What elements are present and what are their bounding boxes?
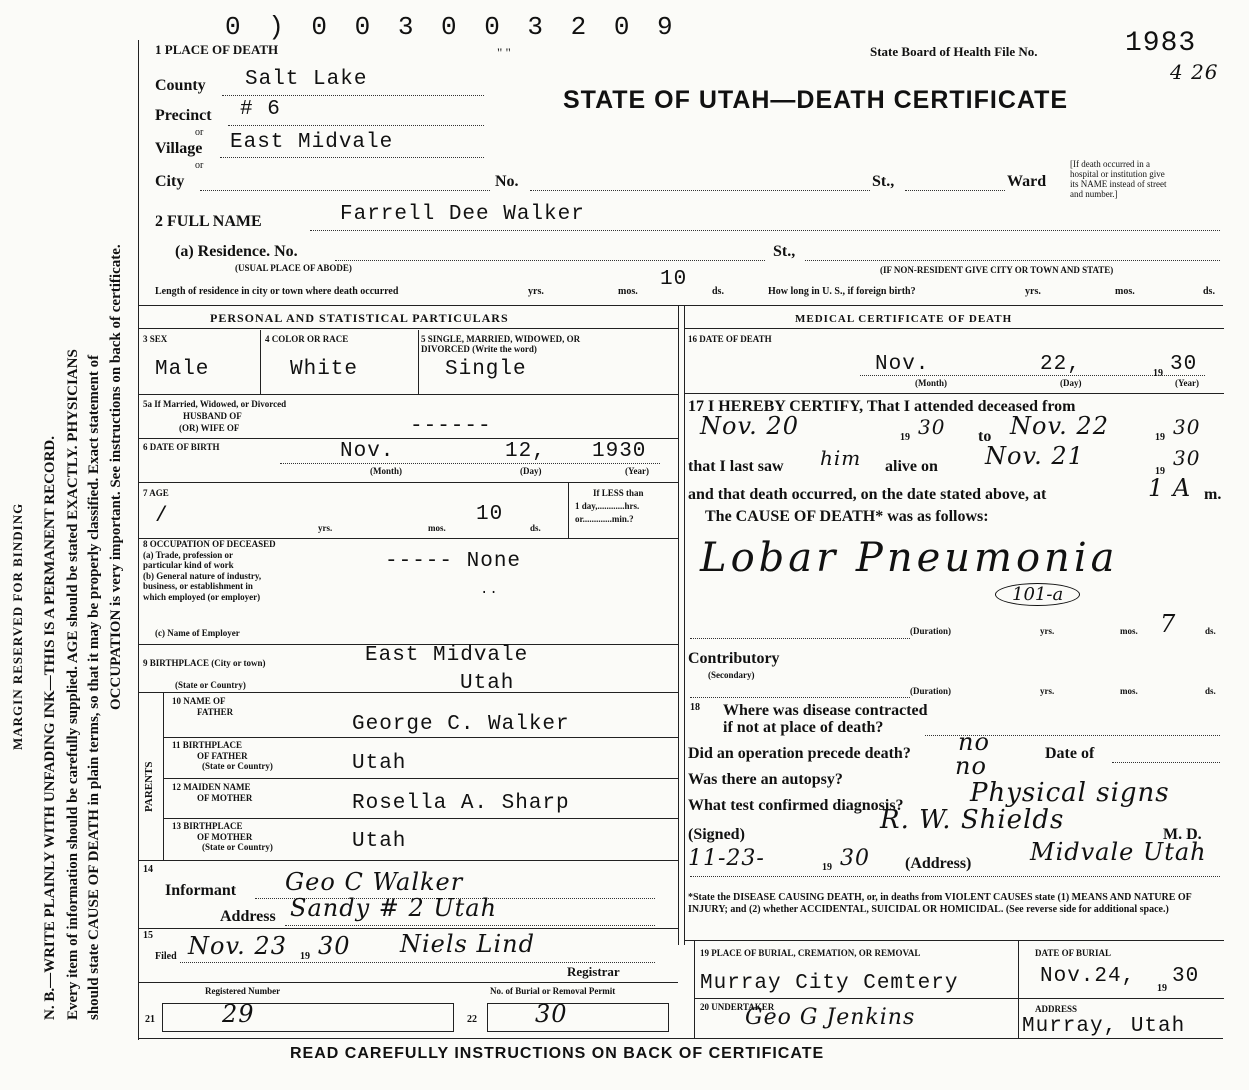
duration-days-value: 7 xyxy=(1160,610,1177,638)
dob-day: 12, xyxy=(505,440,546,463)
rule xyxy=(684,328,1224,329)
rule xyxy=(138,482,678,483)
color-value: White xyxy=(290,358,359,381)
birthplace-state-value: Utah xyxy=(460,672,515,695)
burial-place-label: 19 PLACE OF BURIAL, CREMATION, OR REMOVAL xyxy=(700,948,921,958)
footer-instructions: READ CAREFULLY INSTRUCTIONS ON BACK OF CERTIFICATE xyxy=(290,1045,825,1062)
marital-value: Single xyxy=(445,358,527,381)
disease-contracted-label: Where was disease contracted xyxy=(723,702,928,719)
occupation-b-value: .. xyxy=(480,582,499,598)
precinct-value: # 6 xyxy=(240,98,281,121)
burial-number-box xyxy=(487,1003,669,1032)
rule xyxy=(138,928,678,929)
form-left-border xyxy=(138,40,139,1040)
test-confirmed-label: What test confirmed diagnosis? xyxy=(688,797,904,814)
date-of-death-label: 16 DATE OF DEATH xyxy=(688,334,772,344)
nonresident-label: (IF NON-RESIDENT GIVE CITY OR TOWN AND STATE) xyxy=(880,265,1114,275)
dob-day-label: (Day) xyxy=(520,466,542,476)
date-of-death-year: 30 xyxy=(1170,353,1198,376)
date-of-death-day: 22, xyxy=(1040,353,1081,376)
burial-date-value: Nov.24, xyxy=(1040,965,1136,988)
registered-number-box xyxy=(162,1003,454,1032)
residence-st-label: St., xyxy=(773,243,796,260)
age-days-value: 10 xyxy=(476,503,504,526)
rule xyxy=(138,328,678,329)
undertaker-address-value: Murray, Utah xyxy=(1022,1015,1186,1038)
filed-date: Nov. 23 xyxy=(188,932,287,960)
rule xyxy=(690,638,910,639)
rule xyxy=(860,375,1205,376)
county-value: Salt Lake xyxy=(245,68,368,91)
burial-number-value: 30 xyxy=(535,1000,568,1028)
mother-birthplace-label: 13 BIRTHPLACE OF MOTHER (State or Country) xyxy=(172,821,273,852)
operation-label: Did an operation precede death? xyxy=(688,745,911,762)
employer-label: (c) Name of Employer xyxy=(155,628,240,638)
margin-reserved-text: MARGIN RESERVED FOR BINDING xyxy=(10,502,25,750)
rule xyxy=(163,692,164,860)
rule xyxy=(138,394,678,395)
serial-number: 0 ) 0 0 3 0 0 3 2 0 9 xyxy=(225,12,679,42)
rule xyxy=(690,697,910,698)
street-no-label: No. xyxy=(495,173,519,190)
test-confirmed-value: Physical signs xyxy=(970,778,1170,808)
length-ds-label: ds. xyxy=(712,286,724,297)
serial-mark: " " xyxy=(497,45,511,60)
marital-label: 5 SINGLE, MARRIED, WIDOWED, OR DIVORCED (Write the word) xyxy=(421,334,581,354)
contrib-duration-label: (Duration) xyxy=(910,686,951,696)
rule xyxy=(260,330,261,394)
rule xyxy=(138,982,678,983)
last-saw-date: Nov. 21 xyxy=(985,442,1084,470)
parents-label: PARENTS xyxy=(143,761,155,812)
rule xyxy=(684,940,1224,941)
signed-value: R. W. Shields xyxy=(880,805,1065,835)
or-label-2: or xyxy=(195,160,204,171)
burial-year-prefix: 19 xyxy=(1157,983,1167,994)
signed-year: 30 xyxy=(840,846,870,871)
dod-day-label: (Day) xyxy=(1060,378,1082,388)
duration-ds-label: ds. xyxy=(1205,626,1216,636)
operation-date-label: Date of xyxy=(1045,745,1095,762)
rule xyxy=(138,438,678,439)
to-label: to xyxy=(978,428,992,445)
rule xyxy=(180,962,655,963)
ward-label: Ward xyxy=(1007,173,1047,190)
or-label-1: or xyxy=(195,127,204,138)
st-line xyxy=(905,190,1005,191)
attended-to-year: 30 xyxy=(1173,415,1201,439)
cause-code: 101-a xyxy=(995,583,1080,606)
undertaker-label: 20 UNDERTAKER xyxy=(700,1002,775,1012)
residence-label: (a) Residence. No. xyxy=(175,243,298,260)
signed-address-value: Midvale Utah xyxy=(1030,838,1207,866)
village-line xyxy=(220,157,484,158)
age-ds-label: ds. xyxy=(530,523,541,533)
form-bottom-border xyxy=(138,1038,1223,1039)
father-birthplace-label: 11 BIRTHPLACE OF FATHER (State or Country) xyxy=(172,740,273,771)
village-label: Village xyxy=(155,140,203,157)
father-name-label: 10 NAME OF FATHER xyxy=(172,696,234,717)
sex-label: 3 SEX xyxy=(143,334,168,344)
burial-place-value: Murray City Cemtery xyxy=(700,972,959,995)
dod-year-label: (Year) xyxy=(1175,378,1199,388)
color-label: 4 COLOR OR RACE xyxy=(265,334,349,344)
filed-year-prefix: 19 xyxy=(300,951,310,962)
age-less-than: If LESS than 1 day,............hrs. or.............min.? xyxy=(575,488,644,524)
dob-month: Nov. xyxy=(340,440,395,463)
column-divider xyxy=(678,305,679,945)
medical-heading: MEDICAL CERTIFICATE OF DEATH xyxy=(795,313,1013,325)
duration-label: (Duration) xyxy=(910,626,951,636)
village-value: East Midvale xyxy=(230,131,394,154)
attended-from-date: Nov. 20 xyxy=(700,412,799,440)
occupation-label: 8 OCCUPATION OF DECEASED (a) Trade, profession or particular kind of work (b) General nature of industry, business, or establishment in which employed (or employer) xyxy=(143,539,276,602)
contrib-ds-label: ds. xyxy=(1205,686,1216,696)
cause-of-death-value: Lobar Pneumonia xyxy=(700,535,1119,581)
father-birthplace-value: Utah xyxy=(352,752,407,775)
personal-heading: PERSONAL AND STATISTICAL PARTICULARS xyxy=(210,311,509,325)
informant-number: 14 xyxy=(143,864,153,875)
rule xyxy=(694,940,695,1038)
length-days-value: 10 xyxy=(660,268,688,291)
rule xyxy=(568,482,569,538)
dod-month-label: (Month) xyxy=(915,378,947,388)
margin-instruction-line2: should state CAUSE OF DEATH in plain terms, so that it may be properly classified. Exact statement of xyxy=(86,354,102,1020)
to-year-prefix: 19 xyxy=(1155,432,1165,443)
from-year-prefix: 19 xyxy=(900,432,910,443)
residence-line xyxy=(335,260,765,261)
rule xyxy=(280,463,660,464)
contrib-yrs-label: yrs. xyxy=(1040,686,1055,696)
last-saw-pronoun: him xyxy=(820,446,862,470)
md-label: M. D. xyxy=(1163,826,1202,843)
hospital-note: [If death occurred in a hospital or institution give its NAME instead of street and number.] xyxy=(1070,159,1167,199)
registrar-label: Registrar xyxy=(567,964,620,979)
signed-address-label: (Address) xyxy=(905,855,972,872)
attended-from-year: 30 xyxy=(918,415,946,439)
county-label: County xyxy=(155,77,206,94)
burial-year-value: 30 xyxy=(1172,965,1200,988)
rule xyxy=(163,737,678,738)
county-line xyxy=(222,95,484,96)
place-of-death-label: 1 PLACE OF DEATH xyxy=(155,42,279,57)
rule xyxy=(418,330,419,394)
certify-statement: 17 I HEREBY CERTIFY, That I attended deceased from xyxy=(688,398,1076,415)
length-residence-label: Length of residence in city or town where death occurred xyxy=(155,286,399,297)
file-no-extra: 4 26 xyxy=(1170,60,1219,84)
death-occurred-label: and that death occurred, on the date stated above, at xyxy=(688,486,1047,503)
margin-instruction-line3: OCCUPATION is very important. See instructions on back of certificate. xyxy=(108,244,124,710)
last-saw-year-prefix: 19 xyxy=(1155,466,1165,477)
dod-year-prefix: 19 xyxy=(1153,368,1163,379)
margin-warning-text: N. B.—WRITE PLAINLY WITH UNFADING INK—THIS IS A PERMANENT RECORD. xyxy=(42,436,58,1020)
age-yrs-label: yrs. xyxy=(318,523,333,533)
file-no-label: State Board of Health File No. xyxy=(870,44,1038,59)
cause-of-death-label: The CAUSE OF DEATH* was as follows: xyxy=(705,508,989,525)
death-hour-m: m. xyxy=(1204,486,1222,503)
mother-name-label: 12 MAIDEN NAME OF MOTHER xyxy=(172,782,253,803)
street-no-line xyxy=(530,190,870,191)
informant-value: Geo C Walker xyxy=(285,868,464,896)
full-name-value: Farrell Dee Walker xyxy=(340,203,585,226)
duration-yrs-label: yrs. xyxy=(1040,626,1055,636)
st-label: St., xyxy=(872,173,895,190)
filed-label: Filed xyxy=(155,951,177,962)
mother-name-value: Rosella A. Sharp xyxy=(352,792,570,815)
autopsy-value: no xyxy=(955,752,987,780)
secondary-label: (Secondary) xyxy=(708,670,755,680)
undertaker-address-label: ADDRESS xyxy=(1035,1004,1078,1014)
informant-label: Informant xyxy=(165,882,237,899)
signed-date: 11-23- xyxy=(688,846,765,871)
usual-abode-label: (USUAL PLACE OF ABODE) xyxy=(235,263,352,273)
us-residence-label: How long in U. S., if foreign birth? xyxy=(768,286,916,297)
length-mos-label: mos. xyxy=(618,286,638,297)
operation-value: no xyxy=(958,728,990,756)
burial-date-label: DATE OF BURIAL xyxy=(1035,948,1112,958)
rule xyxy=(285,925,655,926)
duration-mos-label: mos. xyxy=(1120,626,1138,636)
rule xyxy=(684,393,1224,394)
burial-permit-label: No. of Burial or Removal Permit xyxy=(490,986,616,996)
disease-contracted-label-2: if not at place of death? xyxy=(723,719,884,736)
contributory-label: Contributory xyxy=(688,650,780,667)
rule xyxy=(1018,940,1019,1038)
rule xyxy=(694,998,1224,999)
us-ds-label: ds. xyxy=(1203,286,1215,297)
rule xyxy=(163,778,678,779)
birthplace-label: 9 BIRTHPLACE (City or town) xyxy=(143,658,266,668)
father-name-value: George C. Walker xyxy=(352,713,570,736)
registered-number-value: 29 xyxy=(222,1000,255,1028)
autopsy-label: Was there an autopsy? xyxy=(688,771,843,788)
age-mos-label: mos. xyxy=(428,523,446,533)
file-no-value: 1983 xyxy=(1125,28,1197,59)
rule xyxy=(163,818,678,819)
filed-by: Niels Lind xyxy=(400,930,535,958)
burial-no-prefix: 22 xyxy=(467,1014,477,1025)
certificate-title: STATE OF UTAH—DEATH CERTIFICATE xyxy=(563,86,1069,114)
dob-month-label: (Month) xyxy=(370,466,402,476)
q18-number: 18 xyxy=(690,702,700,713)
section-divider xyxy=(138,305,1223,306)
filed-year: 30 xyxy=(318,932,351,960)
dob-year-label: (Year) xyxy=(625,466,649,476)
birthplace-value: East Midvale xyxy=(365,644,529,667)
reg-no-prefix: 21 xyxy=(145,1014,155,1025)
cause-footnote: *State the DISEASE CAUSING DEATH, or, in deaths from VIOLENT CAUSES state (1) MEANS AND NATURE OF INJURY; and (2) whether ACCIDENTAL, SUICIDAL OR HOMICIDAL. (See reverse side for additional space.) xyxy=(688,892,1192,915)
spouse-value: ------ xyxy=(410,415,492,438)
dob-label: 6 DATE OF BIRTH xyxy=(143,442,220,452)
rule xyxy=(690,876,1220,877)
age-label: 7 AGE xyxy=(143,488,169,498)
margin-instruction-line1: Every item of information should be carefully supplied. AGE should be stated EXACTLY. PHYSICIANS xyxy=(65,349,81,1020)
column-divider-2 xyxy=(684,305,685,945)
registered-number-label: Registered Number xyxy=(205,986,281,996)
city-line xyxy=(200,190,490,191)
filed-number: 15 xyxy=(143,930,153,941)
dob-year: 1930 xyxy=(592,440,647,463)
full-name-label: 2 FULL NAME xyxy=(155,213,262,230)
us-mos-label: mos. xyxy=(1115,286,1135,297)
precinct-line xyxy=(228,125,484,126)
precinct-label: Precinct xyxy=(155,107,212,124)
birthplace-state-label: (State or Country) xyxy=(175,680,246,690)
full-name-line xyxy=(310,230,1220,231)
city-label: City xyxy=(155,173,185,190)
informant-address-value: Sandy # 2 Utah xyxy=(290,894,498,922)
informant-address-label: Address xyxy=(220,908,276,925)
date-of-death-month: Nov. xyxy=(875,353,930,376)
occupation-value: ----- None xyxy=(385,550,522,573)
sex-value: Male xyxy=(155,358,210,381)
death-hour: 1 A xyxy=(1148,474,1192,502)
rule xyxy=(138,692,678,693)
attended-to-date: Nov. 22 xyxy=(1010,412,1109,440)
rule xyxy=(138,860,678,861)
last-saw-year: 30 xyxy=(1173,446,1201,470)
spouse-label: 5a If Married, Widowed, or Divorced HUSBAND OF (OR) WIFE OF xyxy=(143,399,287,433)
undertaker-value: Geo G Jenkins xyxy=(745,1005,916,1030)
us-yrs-label: yrs. xyxy=(1025,286,1041,297)
mother-birthplace-value: Utah xyxy=(352,830,407,853)
rule xyxy=(1112,762,1220,763)
signed-year-prefix: 19 xyxy=(822,862,832,873)
last-saw-label: that I last saw xyxy=(688,458,784,475)
residence-st-line xyxy=(805,260,1220,261)
signed-label: (Signed) xyxy=(688,826,745,843)
alive-on-label: alive on xyxy=(885,458,938,475)
age-mark: / xyxy=(155,505,169,528)
contrib-mos-label: mos. xyxy=(1120,686,1138,696)
length-yrs-label: yrs. xyxy=(528,286,544,297)
